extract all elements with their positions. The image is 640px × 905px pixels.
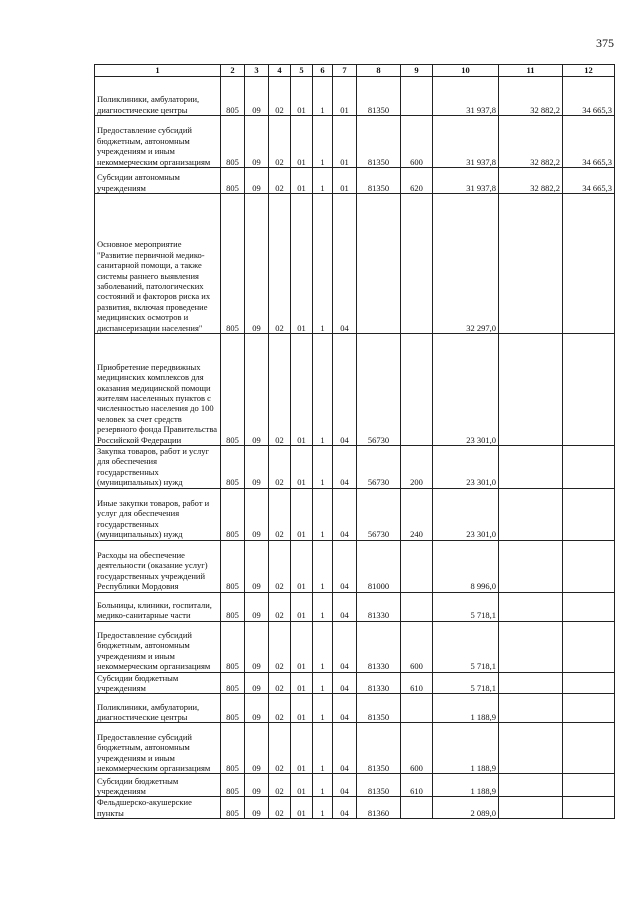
row-col-11 xyxy=(499,446,563,489)
table-row xyxy=(95,488,615,540)
table-row xyxy=(95,723,615,774)
row-col-2: 805 xyxy=(221,540,245,592)
row-col-6: 1 xyxy=(313,194,333,334)
row-col-9 xyxy=(401,540,433,592)
row-col-10: 8 996,0 xyxy=(433,540,499,592)
row-col-2: 805 xyxy=(221,488,245,540)
col-header-2: 2 xyxy=(221,65,245,77)
table-row xyxy=(95,446,615,489)
row-col-8: 81330 xyxy=(357,621,401,672)
row-col-9 xyxy=(401,694,433,723)
row-name: Предоставление субсидий бюджетным, автономным учреждениям и иным некоммерческим организациям xyxy=(95,723,221,774)
row-col-10: 23 301,0 xyxy=(433,446,499,489)
row-name: Субсидии бюджетным учреждениям xyxy=(95,774,221,797)
row-col-6: 1 xyxy=(313,540,333,592)
row-col-10: 2 089,0 xyxy=(433,797,499,819)
table-row xyxy=(95,621,615,672)
row-col-12 xyxy=(563,334,615,446)
row-name: Иные закупки товаров, работ и услуг для обеспечения государственных (муниципальных) нужд xyxy=(95,488,221,540)
row-col-2: 805 xyxy=(221,592,245,621)
row-col-6: 1 xyxy=(313,334,333,446)
row-col-10: 23 301,0 xyxy=(433,488,499,540)
row-col-12 xyxy=(563,540,615,592)
row-name: Поликлиники, амбулатории, диагностические центры xyxy=(95,77,221,116)
row-col-11 xyxy=(499,334,563,446)
row-col-3: 09 xyxy=(245,540,269,592)
row-col-7: 04 xyxy=(333,774,357,797)
row-col-7: 04 xyxy=(333,694,357,723)
row-col-10: 31 937,8 xyxy=(433,77,499,116)
row-col-5: 01 xyxy=(291,797,313,819)
col-header-12: 12 xyxy=(563,65,615,77)
row-col-12: 34 665,3 xyxy=(563,77,615,116)
row-name: Предоставление субсидий бюджетным, автономным учреждениям и иным некоммерческим организациям xyxy=(95,621,221,672)
row-col-7: 01 xyxy=(333,168,357,194)
row-col-4: 02 xyxy=(269,672,291,694)
row-col-7: 04 xyxy=(333,446,357,489)
row-col-3: 09 xyxy=(245,334,269,446)
row-col-8: 81350 xyxy=(357,774,401,797)
row-col-4: 02 xyxy=(269,592,291,621)
row-col-7: 04 xyxy=(333,723,357,774)
col-header-4: 4 xyxy=(269,65,291,77)
row-col-11 xyxy=(499,540,563,592)
row-col-3: 09 xyxy=(245,194,269,334)
row-col-12 xyxy=(563,694,615,723)
row-name: Фельдшерско-акушерские пункты xyxy=(95,797,221,819)
col-header-5: 5 xyxy=(291,65,313,77)
row-col-9: 600 xyxy=(401,723,433,774)
row-col-5: 01 xyxy=(291,168,313,194)
row-col-3: 09 xyxy=(245,797,269,819)
row-col-5: 01 xyxy=(291,592,313,621)
row-col-11 xyxy=(499,797,563,819)
table-row xyxy=(95,116,615,168)
row-col-11 xyxy=(499,621,563,672)
row-col-11: 32 882,2 xyxy=(499,77,563,116)
row-col-10: 1 188,9 xyxy=(433,723,499,774)
table-row xyxy=(95,774,615,797)
row-col-10: 1 188,9 xyxy=(433,694,499,723)
row-name: Закупка товаров, работ и услуг для обеспечения государственных (муниципальных) нужд xyxy=(95,446,221,489)
row-col-6: 1 xyxy=(313,116,333,168)
row-col-5: 01 xyxy=(291,723,313,774)
row-col-9 xyxy=(401,592,433,621)
row-name: Основное мероприятие "Развитие первичной медико-санитарной помощи, а также системы раннего выявления заболеваний, патологических состояний и факторов риска их развития, включая проведение медицинских осмотров и диспансеризации населения" xyxy=(95,194,221,334)
row-col-9 xyxy=(401,334,433,446)
row-col-4: 02 xyxy=(269,774,291,797)
row-col-10: 23 301,0 xyxy=(433,334,499,446)
table-row xyxy=(95,540,615,592)
row-col-5: 01 xyxy=(291,194,313,334)
row-col-2: 805 xyxy=(221,672,245,694)
row-col-11: 32 882,2 xyxy=(499,168,563,194)
row-col-9: 600 xyxy=(401,116,433,168)
row-col-3: 09 xyxy=(245,446,269,489)
row-col-10: 5 718,1 xyxy=(433,621,499,672)
col-header-8: 8 xyxy=(357,65,401,77)
row-col-8: 81350 xyxy=(357,77,401,116)
row-col-6: 1 xyxy=(313,488,333,540)
table-row xyxy=(95,592,615,621)
row-col-6: 1 xyxy=(313,621,333,672)
row-col-7: 01 xyxy=(333,116,357,168)
row-col-8: 81350 xyxy=(357,694,401,723)
row-col-2: 805 xyxy=(221,116,245,168)
row-col-10: 32 297,0 xyxy=(433,194,499,334)
col-header-11: 11 xyxy=(499,65,563,77)
row-col-10: 31 937,8 xyxy=(433,168,499,194)
col-header-7: 7 xyxy=(333,65,357,77)
row-col-12: 34 665,3 xyxy=(563,168,615,194)
row-col-6: 1 xyxy=(313,797,333,819)
row-col-10: 5 718,1 xyxy=(433,672,499,694)
row-name: Предоставление субсидий бюджетным, автономным учреждениям и иным некоммерческим организациям xyxy=(95,116,221,168)
row-col-2: 805 xyxy=(221,694,245,723)
row-col-2: 805 xyxy=(221,194,245,334)
col-header-1: 1 xyxy=(95,65,221,77)
row-col-2: 805 xyxy=(221,168,245,194)
row-col-12 xyxy=(563,621,615,672)
row-col-11 xyxy=(499,488,563,540)
row-col-12 xyxy=(563,774,615,797)
row-col-6: 1 xyxy=(313,592,333,621)
row-name: Расходы на обеспечение деятельности (оказание услуг) государственных учреждений Республики Мордовия xyxy=(95,540,221,592)
table-row xyxy=(95,672,615,694)
page-number: 375 xyxy=(596,36,614,50)
row-col-7: 01 xyxy=(333,77,357,116)
row-col-8: 81350 xyxy=(357,168,401,194)
row-col-10: 5 718,1 xyxy=(433,592,499,621)
table-row xyxy=(95,797,615,819)
row-col-4: 02 xyxy=(269,694,291,723)
row-col-7: 04 xyxy=(333,194,357,334)
row-col-5: 01 xyxy=(291,540,313,592)
row-col-8: 56730 xyxy=(357,488,401,540)
col-header-10: 10 xyxy=(433,65,499,77)
row-col-3: 09 xyxy=(245,77,269,116)
row-col-7: 04 xyxy=(333,334,357,446)
row-col-3: 09 xyxy=(245,168,269,194)
row-col-4: 02 xyxy=(269,797,291,819)
row-col-4: 02 xyxy=(269,334,291,446)
row-col-7: 04 xyxy=(333,540,357,592)
row-col-4: 02 xyxy=(269,77,291,116)
row-col-5: 01 xyxy=(291,694,313,723)
row-col-11 xyxy=(499,723,563,774)
col-header-3: 3 xyxy=(245,65,269,77)
row-col-4: 02 xyxy=(269,723,291,774)
row-col-12 xyxy=(563,592,615,621)
row-col-3: 09 xyxy=(245,621,269,672)
row-col-4: 02 xyxy=(269,168,291,194)
row-col-7: 04 xyxy=(333,592,357,621)
row-col-5: 01 xyxy=(291,621,313,672)
table-row xyxy=(95,194,615,334)
row-col-6: 1 xyxy=(313,694,333,723)
row-col-12 xyxy=(563,446,615,489)
row-col-3: 09 xyxy=(245,488,269,540)
row-col-5: 01 xyxy=(291,672,313,694)
row-col-2: 805 xyxy=(221,77,245,116)
row-col-5: 01 xyxy=(291,488,313,540)
row-name: Субсидии автономным учреждениям xyxy=(95,168,221,194)
row-col-3: 09 xyxy=(245,774,269,797)
row-col-2: 805 xyxy=(221,621,245,672)
table-row xyxy=(95,77,615,116)
header-row xyxy=(95,65,615,77)
row-col-3: 09 xyxy=(245,723,269,774)
row-col-8: 81350 xyxy=(357,723,401,774)
row-col-4: 02 xyxy=(269,540,291,592)
row-col-9: 610 xyxy=(401,672,433,694)
row-col-8: 81000 xyxy=(357,540,401,592)
row-col-11 xyxy=(499,194,563,334)
row-col-8: 56730 xyxy=(357,334,401,446)
row-col-10: 31 937,8 xyxy=(433,116,499,168)
row-col-5: 01 xyxy=(291,446,313,489)
row-col-8 xyxy=(357,194,401,334)
row-col-12 xyxy=(563,723,615,774)
row-col-4: 02 xyxy=(269,116,291,168)
row-col-2: 805 xyxy=(221,723,245,774)
row-col-11: 32 882,2 xyxy=(499,116,563,168)
row-col-8: 81360 xyxy=(357,797,401,819)
row-col-3: 09 xyxy=(245,672,269,694)
row-col-2: 805 xyxy=(221,797,245,819)
table-row xyxy=(95,168,615,194)
row-col-3: 09 xyxy=(245,592,269,621)
row-col-4: 02 xyxy=(269,488,291,540)
row-col-7: 04 xyxy=(333,488,357,540)
row-col-9: 620 xyxy=(401,168,433,194)
row-name: Больницы, клиники, госпитали, медико-санитарные части xyxy=(95,592,221,621)
row-col-6: 1 xyxy=(313,446,333,489)
row-col-8: 56730 xyxy=(357,446,401,489)
row-col-12 xyxy=(563,488,615,540)
row-col-11 xyxy=(499,694,563,723)
row-col-6: 1 xyxy=(313,77,333,116)
row-col-2: 805 xyxy=(221,446,245,489)
row-col-9: 600 xyxy=(401,621,433,672)
row-col-3: 09 xyxy=(245,694,269,723)
row-col-6: 1 xyxy=(313,672,333,694)
row-col-4: 02 xyxy=(269,621,291,672)
row-col-7: 04 xyxy=(333,621,357,672)
row-col-12 xyxy=(563,797,615,819)
row-col-5: 01 xyxy=(291,334,313,446)
row-col-4: 02 xyxy=(269,446,291,489)
row-col-9 xyxy=(401,797,433,819)
table-row xyxy=(95,694,615,723)
row-col-2: 805 xyxy=(221,774,245,797)
row-col-9: 240 xyxy=(401,488,433,540)
row-col-7: 04 xyxy=(333,672,357,694)
row-col-2: 805 xyxy=(221,334,245,446)
row-col-7: 04 xyxy=(333,797,357,819)
row-col-12 xyxy=(563,194,615,334)
row-col-11 xyxy=(499,592,563,621)
col-header-6: 6 xyxy=(313,65,333,77)
row-col-5: 01 xyxy=(291,116,313,168)
row-col-6: 1 xyxy=(313,168,333,194)
row-col-12: 34 665,3 xyxy=(563,116,615,168)
row-col-5: 01 xyxy=(291,77,313,116)
row-col-4: 02 xyxy=(269,194,291,334)
row-col-11 xyxy=(499,672,563,694)
row-col-8: 81350 xyxy=(357,116,401,168)
row-name: Приобретение передвижных медицинских комплексов для оказания медицинской помощи жителям населенных пунктов с численностью населения до 100 человек за счет средств резервного фонда Правительства Российской Федерации xyxy=(95,334,221,446)
row-col-8: 81330 xyxy=(357,672,401,694)
row-name: Субсидии бюджетным учреждениям xyxy=(95,672,221,694)
row-col-9 xyxy=(401,194,433,334)
row-col-12 xyxy=(563,672,615,694)
row-col-10: 1 188,9 xyxy=(433,774,499,797)
row-name: Поликлиники, амбулатории, диагностические центры xyxy=(95,694,221,723)
row-col-9: 200 xyxy=(401,446,433,489)
budget-table xyxy=(94,64,615,819)
row-col-5: 01 xyxy=(291,774,313,797)
row-col-9: 610 xyxy=(401,774,433,797)
table-row xyxy=(95,334,615,446)
row-col-6: 1 xyxy=(313,774,333,797)
row-col-8: 81330 xyxy=(357,592,401,621)
row-col-6: 1 xyxy=(313,723,333,774)
row-col-11 xyxy=(499,774,563,797)
row-col-3: 09 xyxy=(245,116,269,168)
col-header-9: 9 xyxy=(401,65,433,77)
row-col-9 xyxy=(401,77,433,116)
